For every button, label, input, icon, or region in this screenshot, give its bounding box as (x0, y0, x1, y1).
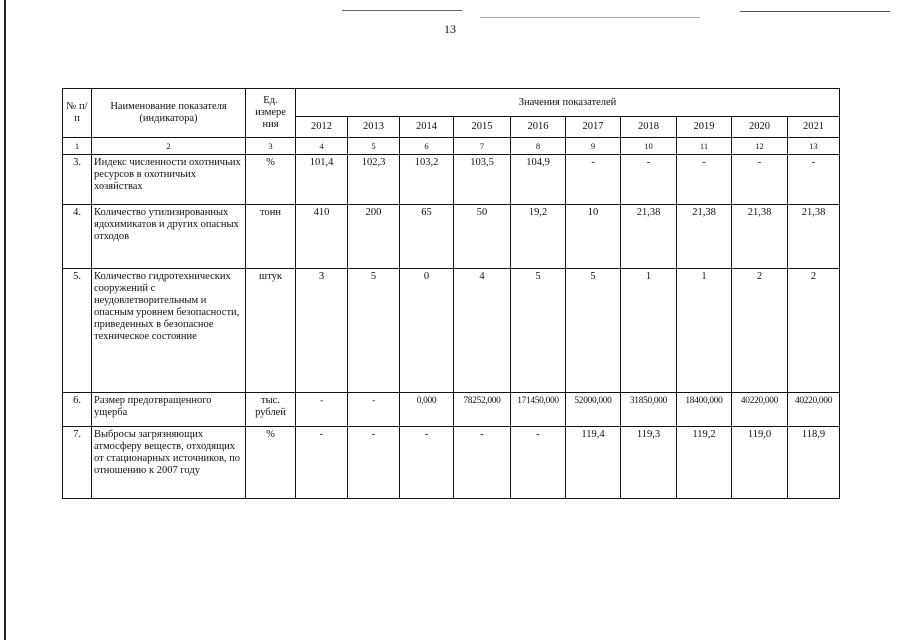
table-row (63, 393, 840, 427)
header-values: Значения показателей (296, 89, 840, 117)
indicator-name: Индекс численности охотничьих ресурсов в охотничьих хозяйствах (92, 155, 246, 205)
value-cell: 119,0 (732, 427, 788, 499)
column-number: 5 (348, 138, 400, 155)
indicator-name: Размер предотвращенного ущерба (92, 393, 246, 427)
page-number: 13 (444, 22, 456, 36)
year-header: 2014 (400, 117, 454, 138)
column-number: 1 (63, 138, 92, 155)
value-cell: 52000,000 (566, 393, 621, 427)
column-number: 4 (296, 138, 348, 155)
value-cell: - (348, 393, 400, 427)
header-name: Наименование показателя (индикатора) (92, 89, 246, 138)
year-header: 2017 (566, 117, 621, 138)
header-rule (342, 10, 462, 11)
unit-cell: штук (246, 269, 296, 393)
year-header: 2019 (677, 117, 732, 138)
value-cell: 2 (788, 269, 840, 393)
table-row (63, 427, 840, 499)
table-row (63, 205, 840, 269)
year-header: 2015 (454, 117, 511, 138)
header-unit: Ед. измере ния (246, 89, 296, 138)
value-cell: 103,5 (454, 155, 511, 205)
value-cell: 118,9 (788, 427, 840, 499)
indicator-name: Количество утилизированных ядохимикатов и других опасных отходов (92, 205, 246, 269)
column-number: 2 (92, 138, 246, 155)
value-cell: - (348, 427, 400, 499)
year-header: 2020 (732, 117, 788, 138)
column-number: 12 (732, 138, 788, 155)
value-cell: - (621, 155, 677, 205)
unit-cell: % (246, 427, 296, 499)
value-cell: 65 (400, 205, 454, 269)
row-number: 7. (63, 427, 92, 499)
row-number: 5. (63, 269, 92, 393)
column-number: 10 (621, 138, 677, 155)
column-number: 13 (788, 138, 840, 155)
scan-edge (4, 0, 6, 640)
year-header: 2012 (296, 117, 348, 138)
value-cell: 40220,000 (732, 393, 788, 427)
value-cell: 119,2 (677, 427, 732, 499)
unit-cell: % (246, 155, 296, 205)
value-cell: 103,2 (400, 155, 454, 205)
value-cell: 78252,000 (454, 393, 511, 427)
year-header: 2016 (511, 117, 566, 138)
value-cell: 10 (566, 205, 621, 269)
indicators-table (62, 88, 840, 499)
row-number: 6. (63, 393, 92, 427)
header-num: № п/п (63, 89, 92, 138)
value-cell: 101,4 (296, 155, 348, 205)
value-cell: - (454, 427, 511, 499)
value-cell: 18400,000 (677, 393, 732, 427)
value-cell: 102,3 (348, 155, 400, 205)
value-cell: 5 (566, 269, 621, 393)
column-number: 7 (454, 138, 511, 155)
year-header: 2013 (348, 117, 400, 138)
value-cell: 119,4 (566, 427, 621, 499)
unit-cell: тыс. рублей (246, 393, 296, 427)
table-row (63, 155, 840, 205)
value-cell: - (511, 427, 566, 499)
value-cell: 21,38 (732, 205, 788, 269)
value-cell: 0 (400, 269, 454, 393)
column-number: 6 (400, 138, 454, 155)
value-cell: - (400, 427, 454, 499)
value-cell: 0,000 (400, 393, 454, 427)
value-cell: 50 (454, 205, 511, 269)
value-cell: 40220,000 (788, 393, 840, 427)
header-rule (740, 11, 890, 12)
value-cell: 21,38 (788, 205, 840, 269)
year-header: 2018 (621, 117, 677, 138)
value-cell: 171450,000 (511, 393, 566, 427)
column-number: 8 (511, 138, 566, 155)
indicator-name: Количество гидротехнических сооружений с неудовлетворительным и опасным уровнем безопасности, приведенных в безопасное техническое состояние (92, 269, 246, 393)
value-cell: 21,38 (621, 205, 677, 269)
value-cell: - (296, 427, 348, 499)
value-cell: 31850,000 (621, 393, 677, 427)
value-cell: 5 (511, 269, 566, 393)
value-cell: - (788, 155, 840, 205)
value-cell: 5 (348, 269, 400, 393)
column-number: 11 (677, 138, 732, 155)
value-cell: 1 (677, 269, 732, 393)
row-number: 3. (63, 155, 92, 205)
row-number: 4. (63, 205, 92, 269)
value-cell: 1 (621, 269, 677, 393)
table-row (63, 269, 840, 393)
column-number: 3 (246, 138, 296, 155)
value-cell: 21,38 (677, 205, 732, 269)
value-cell: 119,3 (621, 427, 677, 499)
value-cell: 200 (348, 205, 400, 269)
value-cell: - (677, 155, 732, 205)
value-cell: - (296, 393, 348, 427)
value-cell: 19,2 (511, 205, 566, 269)
indicator-name: Выбросы загрязняющих атмосферу веществ, отходящих от стационарных источников, по отношению к 2007 году (92, 427, 246, 499)
column-number-row (63, 138, 840, 155)
value-cell: - (732, 155, 788, 205)
unit-cell: тонн (246, 205, 296, 269)
value-cell: 104,9 (511, 155, 566, 205)
value-cell: 410 (296, 205, 348, 269)
column-number: 9 (566, 138, 621, 155)
value-cell: 2 (732, 269, 788, 393)
value-cell: 4 (454, 269, 511, 393)
year-header: 2021 (788, 117, 840, 138)
value-cell: 3 (296, 269, 348, 393)
header-rule (480, 17, 700, 18)
value-cell: - (566, 155, 621, 205)
